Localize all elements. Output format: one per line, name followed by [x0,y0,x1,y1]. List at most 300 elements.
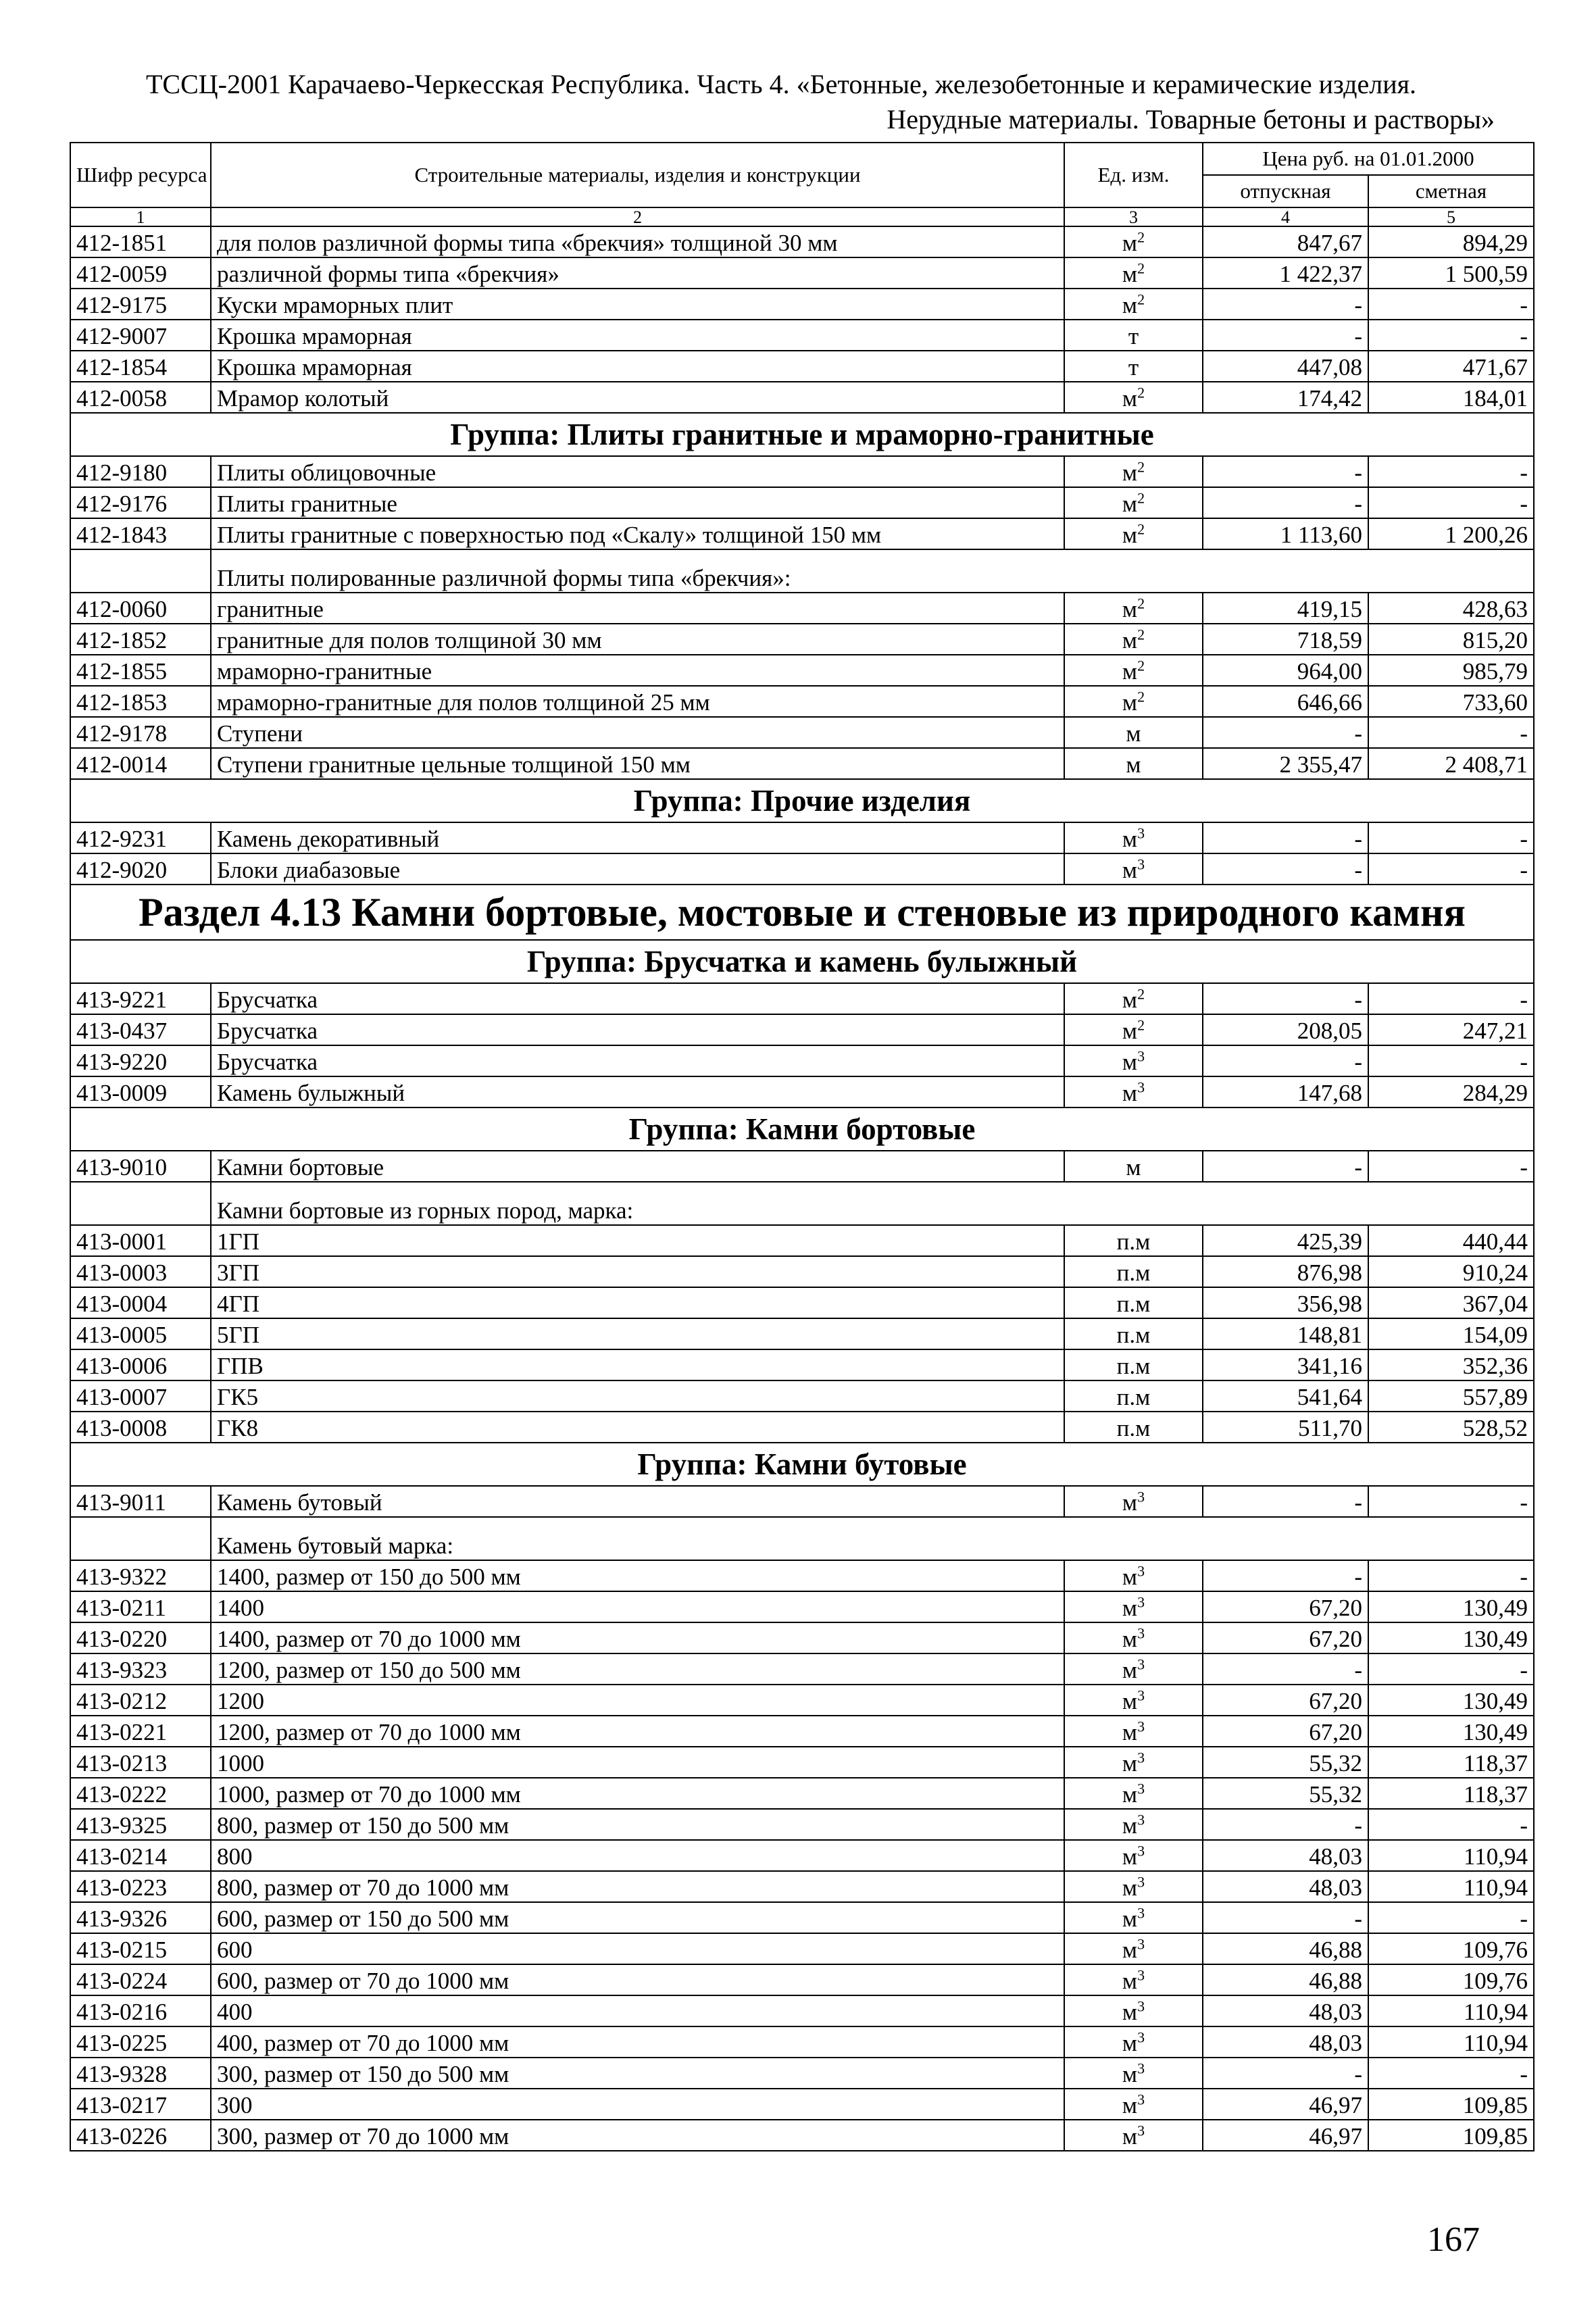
table-row [70,1151,1534,1182]
unit-cell [1064,1778,1203,1809]
material-name: 400, размер от 70 до 1000 мм [211,2026,1064,2058]
material-name: Брусчатка [211,983,1064,1014]
unit-text: м [1122,596,1138,622]
material-name: 1400, размер от 150 до 500 мм [211,1560,1064,1591]
unit-cell [1064,1871,1203,1902]
unit-text: м [1122,627,1138,653]
table-row [70,983,1534,1014]
resource-code: 413-0437 [70,1014,211,1045]
table-row [70,686,1534,717]
unit-cell [1064,983,1203,1014]
estimate-price: - [1368,487,1534,518]
material-name: ГК8 [211,1412,1064,1443]
estimate-price: - [1368,1560,1534,1591]
resource-code: 412-1851 [70,226,211,257]
material-name: 300, размер от 70 до 1000 мм [211,2120,1064,2151]
unit-cell [1064,1076,1203,1107]
unit-text: м [1122,658,1138,684]
unit-text: п.м [1116,1415,1151,1441]
material-name: для полов различной формы типа «брекчия» толщиной 30 мм [211,226,1064,257]
unit-text: м [1122,1968,1138,1994]
estimate-price: - [1368,1045,1534,1076]
resource-code: 413-0213 [70,1747,211,1778]
material-name: 400 [211,1995,1064,2026]
unit-text: м [1122,261,1138,287]
unit-exponent: 3 [1137,824,1145,842]
unit-cell [1064,2026,1203,2058]
unit-text: м [1122,230,1138,256]
material-name: 1200 [211,1685,1064,1716]
release-price: - [1203,1045,1368,1076]
material-name: 1400, размер от 70 до 1000 мм [211,1622,1064,1653]
table-row [70,1840,1534,1871]
unit-cell [1064,686,1203,717]
unit-text: м [1122,1049,1138,1075]
unit-exponent: 2 [1137,688,1145,705]
release-price: 356,98 [1203,1287,1368,1318]
header-price: Цена руб. на 01.01.2000 [1203,143,1534,175]
unit-cell [1064,351,1203,382]
estimate-price: - [1368,2058,1534,2089]
estimate-price: - [1368,1486,1534,1517]
material-name: 800, размер от 70 до 1000 мм [211,1871,1064,1902]
unit-exponent: 3 [1137,1966,1145,1984]
release-price: 48,03 [1203,1995,1368,2026]
table-row [70,2120,1534,2151]
estimate-price: 352,36 [1368,1349,1534,1380]
unit-cell [1064,1591,1203,1622]
unit-cell [1064,853,1203,885]
material-name: 300, размер от 150 до 500 мм [211,2058,1064,2089]
empty-code-cell [70,1182,211,1225]
release-price: 718,59 [1203,624,1368,655]
estimate-price: 815,20 [1368,624,1534,655]
table-row [70,487,1534,518]
subheading-text: Камни бортовые из горных пород, марка: [211,1182,1534,1225]
table-row [70,1622,1534,1653]
resource-code: 412-0014 [70,748,211,779]
unit-exponent: 3 [1137,1873,1145,1891]
unit-text: м [1122,1080,1138,1106]
column-number: 2 [211,207,1064,226]
running-header-line-1: ТССЦ-2001 Карачаево-Черкесская Республика. Часть 4. «Бетонные, железобетонные и керамические изделия. [145,69,1417,99]
estimate-price: 1 500,59 [1368,257,1534,289]
table-row [70,1560,1534,1591]
unit-exponent: 3 [1137,2060,1145,2077]
unit-cell [1064,748,1203,779]
release-price: - [1203,487,1368,518]
material-name: Блоки диабазовые [211,853,1064,885]
resource-code: 413-0008 [70,1412,211,1443]
unit-cell [1064,1653,1203,1685]
table-row [70,351,1534,382]
material-name: Камни бортовые [211,1151,1064,1182]
material-name: Брусчатка [211,1014,1064,1045]
empty-code-cell [70,549,211,593]
unit-text: м [1122,987,1138,1013]
resource-code: 412-0060 [70,593,211,624]
estimate-price: 110,94 [1368,1871,1534,1902]
release-price: 46,97 [1203,2089,1368,2120]
unit-exponent: 3 [1137,2028,1145,2046]
resource-code: 413-0007 [70,1380,211,1412]
column-number: 3 [1064,207,1203,226]
unit-text: м [1122,1489,1138,1516]
table-row [70,1747,1534,1778]
resource-code: 413-9328 [70,2058,211,2089]
material-name: 600, размер от 150 до 500 мм [211,1902,1064,1933]
table-row [70,853,1534,885]
unit-cell [1064,1809,1203,1840]
unit-text: п.м [1116,1291,1151,1317]
table-row [70,518,1534,549]
table-row [70,320,1534,351]
table-row [70,1809,1534,1840]
column-number-row [70,207,1534,226]
material-name: 1200, размер от 70 до 1000 мм [211,1716,1064,1747]
release-price: 447,08 [1203,351,1368,382]
resource-code: 413-0215 [70,1933,211,1964]
table-row [70,1256,1534,1287]
estimate-price: 528,52 [1368,1412,1534,1443]
unit-cell [1064,1014,1203,1045]
material-name: гранитные [211,593,1064,624]
unit-exponent: 2 [1137,228,1145,246]
unit-exponent: 2 [1137,985,1145,1003]
release-price: 2 355,47 [1203,748,1368,779]
table-row [70,593,1534,624]
resource-code: 413-0212 [70,1685,211,1716]
unit-exponent: 3 [1137,1997,1145,2015]
release-price: - [1203,853,1368,885]
material-name: ГК5 [211,1380,1064,1412]
unit-cell [1064,1287,1203,1318]
release-price: 46,97 [1203,2120,1368,2151]
unit-cell [1064,382,1203,413]
resource-code: 413-0221 [70,1716,211,1747]
unit-exponent: 3 [1137,1656,1145,1673]
resource-code: 412-1854 [70,351,211,382]
unit-exponent: 3 [1137,1780,1145,1797]
resource-code: 413-0217 [70,2089,211,2120]
subheading-row [70,1517,1534,1560]
release-price: 147,68 [1203,1076,1368,1107]
material-name: мраморно-гранитные [211,655,1064,686]
release-price: 48,03 [1203,1871,1368,1902]
unit-text: м [1122,1688,1138,1714]
estimate-price: - [1368,983,1534,1014]
estimate-price: 109,85 [1368,2120,1534,2151]
material-name: Брусчатка [211,1045,1064,1076]
release-price: 341,16 [1203,1349,1368,1380]
release-price: 67,20 [1203,1591,1368,1622]
release-price: 1 113,60 [1203,518,1368,549]
table-row [70,717,1534,748]
unit-text: м [1122,292,1138,318]
unit-text: м [1122,1812,1138,1839]
resource-code: 413-9011 [70,1486,211,1517]
unit-text: м [1122,459,1138,486]
estimate-price: 440,44 [1368,1225,1534,1256]
estimate-price: - [1368,1809,1534,1840]
resource-code: 413-0222 [70,1778,211,1809]
unit-exponent: 3 [1137,1935,1145,1953]
unit-text: м [1122,491,1138,517]
unit-text: м [1122,1018,1138,1044]
table-row [70,1045,1534,1076]
estimate-price: - [1368,1653,1534,1685]
release-price: 67,20 [1203,1685,1368,1716]
unit-text: м [1122,1626,1138,1652]
group-heading-row [70,1443,1534,1486]
table-row [70,1318,1534,1349]
unit-exponent: 3 [1137,1078,1145,1096]
unit-exponent: 2 [1137,626,1145,643]
material-name: Плиты гранитные с поверхностью под «Скалу» толщиной 150 мм [211,518,1064,549]
material-name: Камень бутовый [211,1486,1064,1517]
resource-code: 413-0001 [70,1225,211,1256]
group-heading-row [70,413,1534,456]
unit-text: м [1126,720,1141,747]
table-row [70,822,1534,853]
subheading-row [70,1182,1534,1225]
resource-code: 412-9175 [70,289,211,320]
table-row [70,1902,1534,1933]
material-name: Ступени гранитные цельные толщиной 150 мм [211,748,1064,779]
unit-cell [1064,1486,1203,1517]
material-name: мраморно-гранитные для полов толщиной 25 мм [211,686,1064,717]
unit-cell [1064,1412,1203,1443]
resource-code: 413-9323 [70,1653,211,1685]
estimate-price: 110,94 [1368,2026,1534,2058]
unit-text: т [1128,354,1139,380]
unit-exponent: 2 [1137,259,1145,277]
release-price: 67,20 [1203,1716,1368,1747]
unit-text: м [1122,1657,1138,1683]
unit-exponent: 3 [1137,1047,1145,1065]
unit-exponent: 2 [1137,291,1145,308]
release-price: - [1203,289,1368,320]
release-price: 46,88 [1203,1933,1368,1964]
material-name: 300 [211,2089,1064,2120]
column-number: 5 [1368,207,1534,226]
table-header-row [70,143,1534,175]
unit-cell [1064,2089,1203,2120]
table-row [70,1287,1534,1318]
material-name: ГПВ [211,1349,1064,1380]
estimate-price: 130,49 [1368,1591,1534,1622]
unit-text: п.м [1116,1353,1151,1379]
unit-text: м [1122,1595,1138,1621]
unit-cell [1064,487,1203,518]
estimate-price: 985,79 [1368,655,1534,686]
table-row [70,1716,1534,1747]
release-price: 46,88 [1203,1964,1368,1995]
group-title: Группа: Камни бутовые [70,1443,1534,1486]
header-unit: Ед. изм. [1064,143,1203,207]
resource-code: 413-9325 [70,1809,211,1840]
resource-code: 412-1852 [70,624,211,655]
material-name: 1400 [211,1591,1064,1622]
unit-exponent: 3 [1137,1811,1145,1828]
unit-exponent: 3 [1137,1562,1145,1580]
estimate-price: 471,67 [1368,351,1534,382]
header-name: Строительные материалы, изделия и конструкции [211,143,1064,207]
table-row [70,1225,1534,1256]
unit-text: м [1126,751,1141,778]
estimate-price: 367,04 [1368,1287,1534,1318]
table-row [70,1014,1534,1045]
group-title: Группа: Камни бортовые [70,1107,1534,1151]
release-price: 48,03 [1203,1840,1368,1871]
release-price: - [1203,1809,1368,1840]
table-row [70,1685,1534,1716]
unit-cell [1064,2120,1203,2151]
table-row [70,1871,1534,1902]
column-number: 4 [1203,207,1368,226]
table-row [70,1349,1534,1380]
resource-code: 413-9010 [70,1151,211,1182]
material-name: Камень булыжный [211,1076,1064,1107]
unit-text: м [1122,522,1138,548]
resource-code: 413-0006 [70,1349,211,1380]
release-price: - [1203,456,1368,487]
table-row [70,1653,1534,1685]
subheading-text: Камень бутовый марка: [211,1517,1534,1560]
release-price: 876,98 [1203,1256,1368,1287]
unit-cell [1064,1256,1203,1287]
estimate-price: - [1368,717,1534,748]
table-row [70,655,1534,686]
unit-exponent: 2 [1137,458,1145,476]
release-price: 55,32 [1203,1747,1368,1778]
material-name: Ступени [211,717,1064,748]
table-row [70,456,1534,487]
table-row [70,1778,1534,1809]
table-row [70,624,1534,655]
unit-cell [1064,226,1203,257]
table-row [70,1412,1534,1443]
group-title: Группа: Брусчатка и камень булыжный [70,940,1534,983]
estimate-price: - [1368,822,1534,853]
unit-text: п.м [1116,1322,1151,1348]
unit-text: т [1128,323,1139,349]
resource-code: 413-0214 [70,1840,211,1871]
resource-code: 412-9176 [70,487,211,518]
release-price: 511,70 [1203,1412,1368,1443]
unit-cell [1064,1840,1203,1871]
unit-cell [1064,1349,1203,1380]
unit-text: м [1122,857,1138,883]
resource-code: 412-0059 [70,257,211,289]
unit-text: м [1122,1937,1138,1963]
estimate-price: 154,09 [1368,1318,1534,1349]
unit-cell [1064,1151,1203,1182]
table-row [70,1995,1534,2026]
unit-text: м [1122,2092,1138,2118]
unit-text: м [1122,1874,1138,1901]
release-price: - [1203,2058,1368,2089]
estimate-price: 894,29 [1368,226,1534,257]
unit-cell [1064,1902,1203,1933]
resource-code: 412-1843 [70,518,211,549]
empty-code-cell [70,1517,211,1560]
group-heading-row [70,779,1534,822]
table-row [70,2026,1534,2058]
estimate-price: - [1368,289,1534,320]
estimate-price: 184,01 [1368,382,1534,413]
resource-code: 413-9326 [70,1902,211,1933]
estimate-price: 118,37 [1368,1778,1534,1809]
release-price: 541,64 [1203,1380,1368,1412]
release-price: 847,67 [1203,226,1368,257]
section-heading-row [70,885,1534,940]
estimate-price: 2 408,71 [1368,748,1534,779]
table-row [70,1964,1534,1995]
unit-exponent: 3 [1137,1687,1145,1704]
estimate-price: - [1368,320,1534,351]
table-row [70,1380,1534,1412]
table-row [70,2089,1534,2120]
unit-exponent: 3 [1137,855,1145,873]
unit-cell [1064,1045,1203,1076]
resource-code: 412-1855 [70,655,211,686]
unit-text: м [1122,1719,1138,1745]
unit-text: м [1122,1999,1138,2025]
estimate-price: - [1368,1151,1534,1182]
unit-text: м [1122,2061,1138,2087]
group-title: Группа: Прочие изделия [70,779,1534,822]
material-name: Камень декоративный [211,822,1064,853]
unit-cell [1064,1716,1203,1747]
unit-cell [1064,1318,1203,1349]
table-row [70,748,1534,779]
table-row [70,1486,1534,1517]
estimate-price: 557,89 [1368,1380,1534,1412]
price-table [70,142,1535,2151]
release-price: 419,15 [1203,593,1368,624]
unit-exponent: 3 [1137,1842,1145,1860]
unit-cell [1064,593,1203,624]
group-heading-row [70,1107,1534,1151]
release-price: - [1203,1902,1368,1933]
unit-text: п.м [1116,1260,1151,1286]
release-price: 646,66 [1203,686,1368,717]
unit-cell [1064,1380,1203,1412]
unit-exponent: 2 [1137,520,1145,538]
unit-cell [1064,518,1203,549]
release-price: 55,32 [1203,1778,1368,1809]
table-row [70,382,1534,413]
material-name: 1200, размер от 150 до 500 мм [211,1653,1064,1685]
column-number: 1 [70,207,211,226]
material-name: 1000, размер от 70 до 1000 мм [211,1778,1064,1809]
estimate-price: 109,76 [1368,1964,1534,1995]
subheading-row [70,549,1534,593]
unit-cell [1064,1225,1203,1256]
material-name: 600, размер от 70 до 1000 мм [211,1964,1064,1995]
unit-exponent: 3 [1137,2122,1145,2139]
unit-exponent: 3 [1137,1624,1145,1642]
unit-exponent: 2 [1137,489,1145,507]
estimate-price: 284,29 [1368,1076,1534,1107]
resource-code: 412-9020 [70,853,211,885]
unit-text: м [1122,1750,1138,1776]
release-price: - [1203,822,1368,853]
resource-code: 413-0223 [70,1871,211,1902]
release-price: - [1203,1653,1368,1685]
unit-text: п.м [1116,1228,1151,1255]
